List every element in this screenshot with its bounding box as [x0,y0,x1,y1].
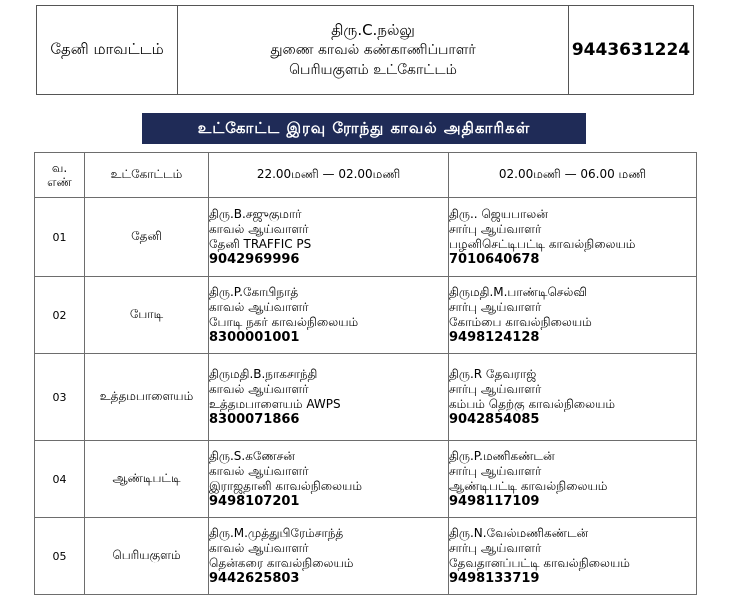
officer-name: திரு.P.மணிகண்டன் [449,449,555,463]
shift2-officer [449,441,697,518]
officer-station: இராஜதானி காவல்நிலையம் [209,479,362,493]
row-sno: 02 [35,277,85,354]
table-row [35,277,697,354]
header-sno-line2: எண் [47,175,72,189]
officer-role: காவல் ஆய்வாளர் [209,222,309,236]
header-box [36,5,694,95]
shift2-officer [449,198,697,277]
header-shift2: 02.00மணி — 06.00 மணி [449,153,697,198]
officer-station: கோம்பை காவல்நிலையம் [449,315,592,329]
officer-station: உத்தமபாளையம் AWPS [209,397,341,411]
patrol-table [34,152,697,595]
officer-role: சார்பு ஆய்வாளர் [449,541,542,555]
officer-phone: 8300071866 [209,412,300,427]
header-subdivision: உட்கோட்டம் [85,153,209,198]
officer-phone: 7010640678 [449,252,540,267]
officer-role: காவல் ஆய்வாளர் [209,382,309,396]
row-sno: 05 [35,518,85,595]
shift1-officer [209,277,449,354]
officer-role: காவல் ஆய்வாளர் [209,300,309,314]
officer-role: சார்பு ஆய்வாளர் [449,464,542,478]
officer-name: திரு.S.கணேசன் [209,449,295,463]
dsp-officer-subdivision: பெரியகுளம் உட்கோட்டம் [289,62,457,78]
officer-role: சார்பு ஆய்வாளர் [449,300,542,314]
row-subdivision: ஆண்டிபட்டி [85,441,209,518]
shift1-officer [209,354,449,441]
dsp-officer-designation: துணை காவல் கண்காணிப்பாளர் [270,42,476,58]
table-row [35,441,697,518]
table-header-row [35,153,697,198]
officer-name: திரு.B.சஜுகுமார் [209,207,302,221]
officer-phone: 9042854085 [449,412,540,427]
officer-station: பழனிசெட்டிபட்டி காவல்நிலையம் [449,237,636,251]
row-sno: 04 [35,441,85,518]
officer-phone: 9442625803 [209,571,300,586]
officer-role: காவல் ஆய்வாளர் [209,464,309,478]
officer-station: தேனி TRAFFIC PS [209,237,312,251]
row-subdivision: போடி [85,277,209,354]
row-sno: 03 [35,354,85,441]
row-subdivision: உத்தமபாளையம் [85,354,209,441]
officer-station: கம்பம் தெற்கு காவல்நிலையம் [449,397,616,411]
officer-phone: 9498124128 [449,330,540,345]
district-name: தேனி மாவட்டம் [37,6,178,94]
officer-phone: 9498133719 [449,571,540,586]
officer-role: சார்பு ஆய்வாளர் [449,222,542,236]
officer-name: திருமதி.M.பாண்டிசெல்வி [449,285,588,299]
officer-role: காவல் ஆய்வாளர் [209,541,309,555]
shift2-officer [449,277,697,354]
shift1-officer [209,518,449,595]
officer-station: தென்கரை காவல்நிலையம் [209,556,354,570]
officer-name: திருமதி.B.நாகசாந்தி [209,367,318,381]
officer-phone: 8300001001 [209,330,300,345]
header-sno [35,153,85,198]
officer-name: திரு.P.கோபிநாத் [209,285,299,299]
table-row [35,198,697,277]
officer-station: போடி நகர் காவல்நிலையம் [209,315,359,329]
dsp-officer-block [178,6,569,94]
shift1-officer [209,441,449,518]
officer-role: சார்பு ஆய்வாளர் [449,382,542,396]
dsp-officer-name: திரு.C.நல்லு [331,21,415,39]
title-banner: உட்கோட்ட இரவு ரோந்து காவல் அதிகாரிகள் [142,113,586,144]
header-shift1: 22.00மணி — 02.00மணி [209,153,449,198]
officer-name: திரு.R தேவராஜ் [449,367,537,381]
officer-name: திரு.. ஜெயபாலன் [449,207,548,221]
officer-name: திரு.N.வேல்மணிகண்டன் [449,526,589,540]
table-row [35,518,697,595]
officer-phone: 9498117109 [449,494,540,509]
row-subdivision: பெரியகுளம் [85,518,209,595]
table-row [35,354,697,441]
dsp-phone: 9443631224 [571,40,691,60]
row-subdivision: தேனி [85,198,209,277]
shift2-officer [449,354,697,441]
officer-phone: 9498107201 [209,494,300,509]
header-sno-line1: வ. [51,161,68,175]
officer-name: திரு.M.முத்துபிரேம்சாந்த் [209,526,344,540]
officer-station: ஆண்டிபட்டி காவல்நிலையம் [449,479,608,493]
officer-station: தேவதானப்பட்டி காவல்நிலையம் [449,556,630,570]
row-sno: 01 [35,198,85,277]
shift1-officer [209,198,449,277]
shift2-officer [449,518,697,595]
officer-phone: 9042969996 [209,252,300,267]
